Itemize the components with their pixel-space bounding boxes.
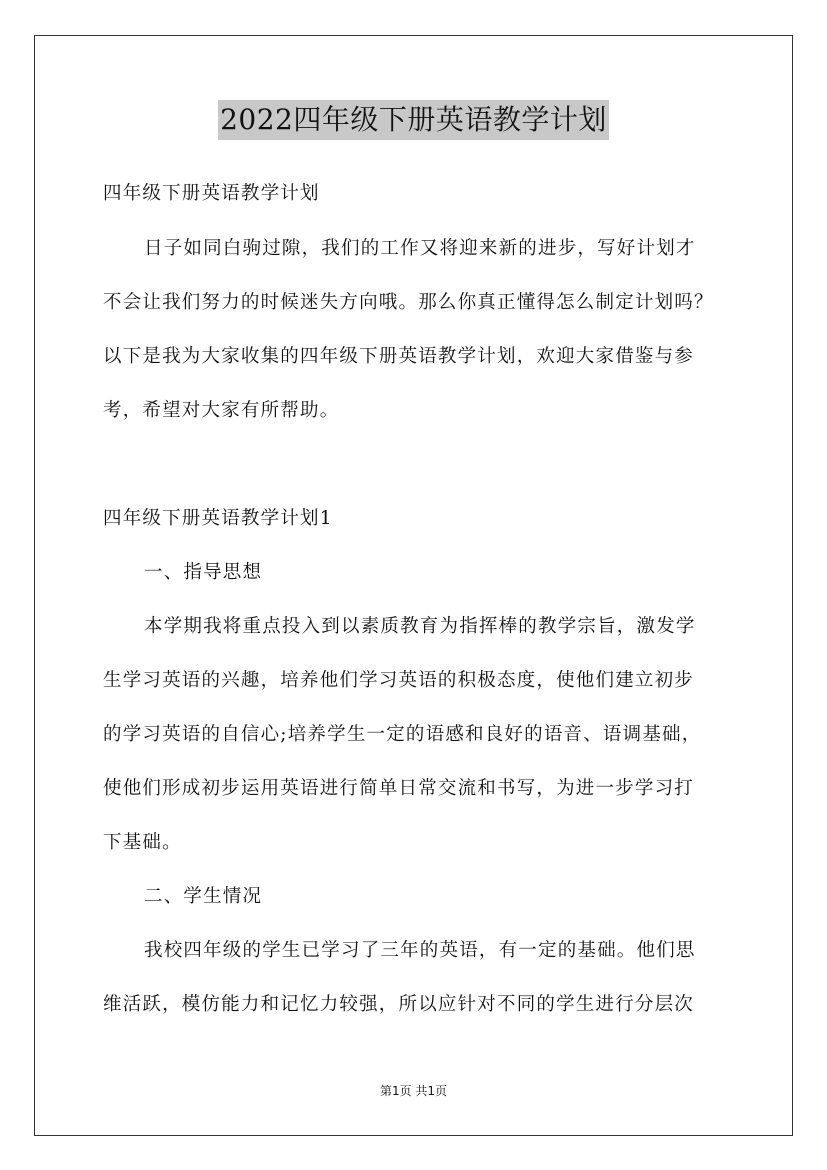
page-footer: 第1页 共1页 <box>379 1084 448 1098</box>
doc-line: 下基础。 <box>103 832 182 853</box>
doc-line: 考，希望对大家有所帮助。 <box>103 400 340 421</box>
doc-line: 四年级下册英语教学计划1 <box>103 508 333 529</box>
doc-line: 的学习英语的自信心;培养学生一定的语感和良好的语音、语调基础， <box>103 724 702 745</box>
document-title: 2022四年级下册英语教学计划 <box>218 100 609 140</box>
doc-line: 使他们形成初步运用英语进行简单日常交流和书写，为进一步学习打 <box>103 778 695 799</box>
doc-line: 以下是我为大家收集的四年级下册英语教学计划，欢迎大家借鉴与参 <box>103 346 695 367</box>
doc-line: 生学习英语的兴趣，培养他们学习英语的积极态度，使他们建立初步 <box>103 670 695 691</box>
doc-line: 四年级下册英语教学计划 <box>103 183 320 204</box>
doc-line: 一、指导思想 <box>144 562 263 583</box>
doc-line: 不会让我们努力的时候迷失方向哦。那么你真正懂得怎么制定计划吗？ <box>103 292 714 313</box>
doc-line: 二、学生情况 <box>144 886 263 907</box>
title-container <box>0 100 827 140</box>
doc-line: 日子如同白驹过隙，我们的工作又将迎来新的进步，写好计划才 <box>144 238 696 259</box>
doc-line: 维活跃，模仿能力和记忆力较强，所以应针对不同的学生进行分层次 <box>103 994 695 1015</box>
doc-line: 我校四年级的学生已学习了三年的英语，有一定的基础。他们思 <box>144 940 696 961</box>
doc-line: 本学期我将重点投入到以素质教育为指挥棒的教学宗旨，激发学 <box>144 616 696 637</box>
